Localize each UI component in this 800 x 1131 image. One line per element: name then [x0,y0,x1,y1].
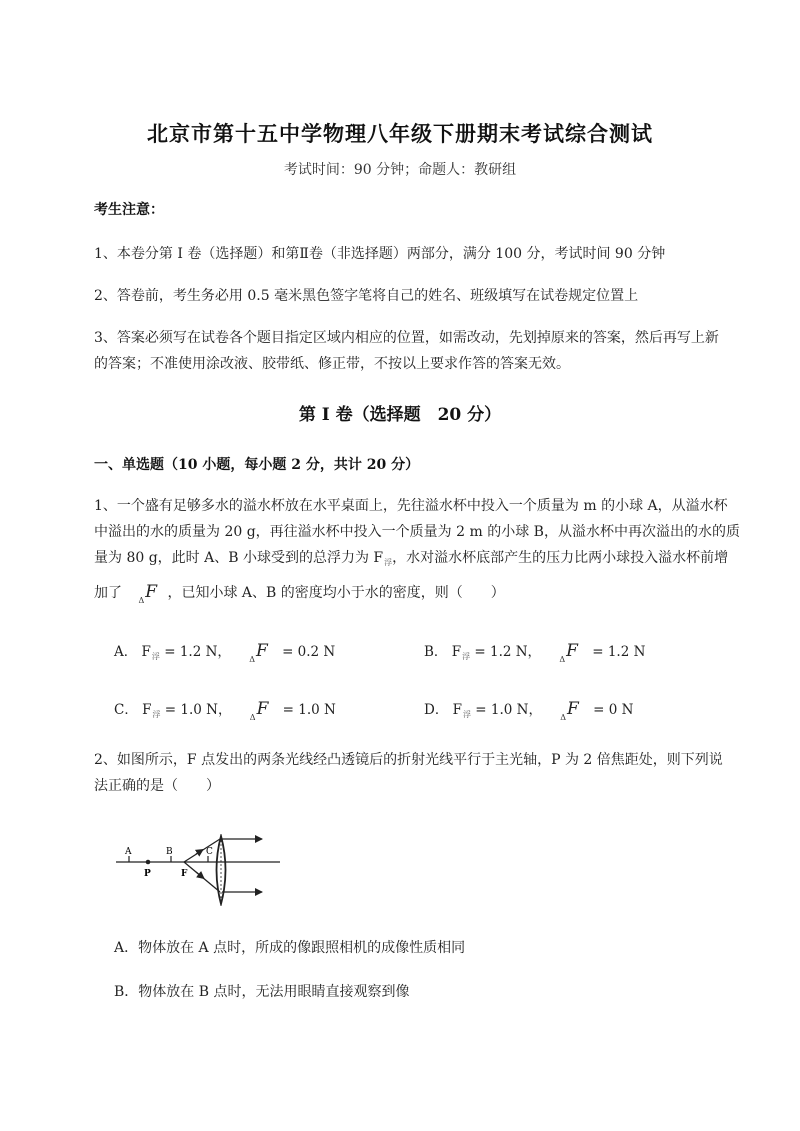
force-symbol: F [566,641,578,661]
label-f: F [181,869,188,879]
section-title: 第 I 卷（选择题 20 分） [298,405,502,425]
force-letter: F [451,644,462,660]
force-symbol: F [567,699,579,719]
delta-symbol: Δ [138,596,145,605]
delta-symbol: Δ [560,713,567,722]
option-label: A． [114,644,138,660]
force-symbol: F [256,699,269,719]
q1-line-4 [94,578,505,615]
notice-item-3-line-1: 3、答案必须写在试卷各个题目指定区域内相应的位置，如需改动，先划掉原来的答案，然后再写上新 [94,330,719,346]
q1-line-3-b: ，水对溢水杯底部产生的压力比两小球投入溢水杯前增 [392,550,729,566]
buoyancy-subscript: 浮 [151,652,160,661]
q1-line-4-a: 加了 [94,585,122,601]
q1-line-3 [94,544,728,577]
q1-line-1: 1、一个盛有足够多水的溢水杯放在水平桌面上，先往溢水杯中投入一个质量为 m 的小球 A，从溢水杯 [94,498,728,514]
buoyancy-value: = 1.0 N， [160,702,232,718]
delta-symbol: Δ [559,655,566,664]
point-p-dot [146,860,151,865]
option-label: D． [424,702,449,718]
q1-line-4-b: ，已知小球 A、B 的密度均小于水的密度，则（ ） [167,585,505,601]
delta-value: = 0.2 N [282,644,336,660]
buoyancy-value: = 1.0 N， [471,702,542,718]
delta-value: = 0 N [593,702,634,718]
buoyancy-subscript: 浮 [463,710,471,719]
q2-option-b[interactable]: B．物体放在 B 点时，无法用眼睛直接观察到像 [114,984,410,1000]
exam-title: 北京市第十五中学物理八年级下册期末考试综合测试 [147,121,653,146]
q1-option-b[interactable] [424,640,645,664]
label-a: A [125,847,132,857]
notice-heading: 考生注意： [94,202,164,218]
option-label: B． [424,644,448,660]
ray-lower-arrow [196,872,204,879]
label-b: B [166,847,173,857]
q1-line-3-a: 量为 80 g，此时 A、B 小球受到的总浮力为 F [94,550,384,566]
part-heading: 一、单选题（10 小题，每小题 2 分，共计 20 分） [94,457,420,473]
ray-upper-arrow [196,850,203,855]
exam-subtitle: 考试时间：90 分钟；命题人：教研组 [283,162,517,178]
notice-item-1: 1、本卷分第 I 卷（选择题）和第Ⅱ卷（非选择题）两部分，满分 100 分，考试时间 90 分钟 [94,246,666,262]
delta-symbol: Δ [249,713,256,722]
notice-item-2: 2、答卷前，考生务必用 0.5 毫米黑色签字笔将自己的姓名、班级填写在试卷规定位置上 [94,288,639,304]
q1-option-c[interactable] [114,698,336,722]
option-label: C． [114,702,138,718]
label-c: C [206,847,213,857]
q1-option-d[interactable] [424,698,633,722]
force-symbol: F [255,641,268,661]
notice-item-3-line-2: 的答案；不准使用涂改液、胶带纸、修正带，不按以上要求作答的答案无效。 [94,356,570,372]
q1-line-2: 中溢出的水的质量为 20 g，再往溢水杯中投入一个质量为 2 m 的小球 B，从溢水杯中再次溢出的水的质 [94,524,740,540]
q2-line-1: 2、如图所示，F 点发出的两条光线经凸透镜后的折射光线平行于主光轴，P 为 2 倍焦距处，则下列说 [94,752,723,768]
q2-option-a[interactable]: A．物体放在 A 点时，所成的像跟照相机的成像性质相同 [114,940,466,956]
force-letter: F [452,702,462,718]
buoyancy-value: = 1.2 N， [159,644,231,660]
q2-line-2: 法正确的是（ ） [94,778,220,794]
delta-value: = 1.0 N [282,702,336,718]
buoyancy-subscript: 浮 [152,710,161,719]
buoyancy-subscript: 浮 [462,652,471,661]
delta-value: = 1.2 N [592,644,646,660]
force-symbol: F [145,582,158,602]
force-letter: F [142,702,152,718]
delta-symbol: Δ [249,655,255,664]
buoyancy-value: = 1.2 N， [470,644,542,660]
label-p: P [144,869,151,879]
buoyancy-subscript: 浮 [384,558,393,567]
force-letter: F [141,644,151,660]
q1-option-a[interactable] [114,640,335,664]
convex-lens-diagram [112,834,284,906]
